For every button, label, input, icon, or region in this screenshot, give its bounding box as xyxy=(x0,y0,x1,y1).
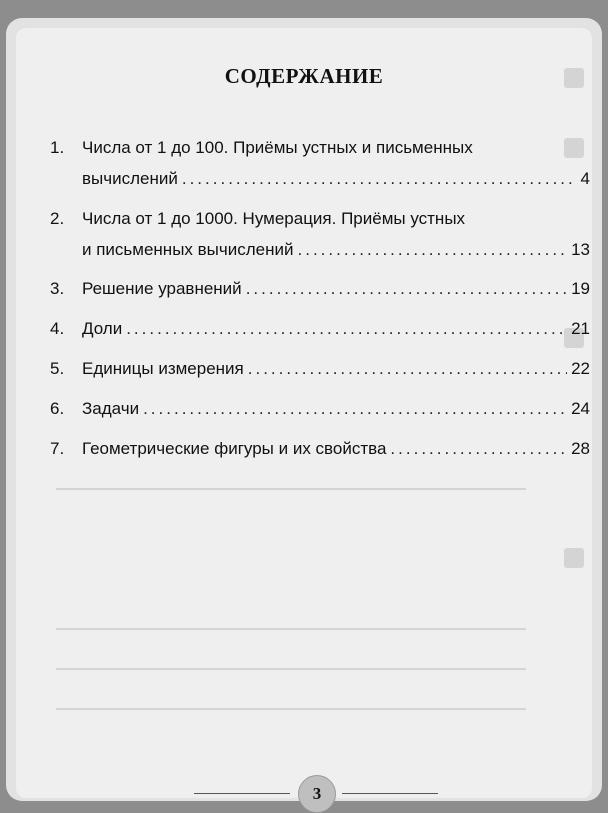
toc-number: 4. xyxy=(50,319,65,338)
toc-number: 2. xyxy=(50,209,65,228)
toc-title-line: и письменных вычислений xyxy=(82,240,294,259)
toc-title-line: Числа от 1 до 1000. Нумерация. Приёмы устных xyxy=(82,209,466,228)
dot-leader xyxy=(248,353,567,384)
dot-leader xyxy=(126,313,567,344)
dot-leader xyxy=(182,163,577,194)
toc-page-number: 4 xyxy=(580,169,590,188)
show-through-line xyxy=(56,708,526,710)
toc-number: 1. xyxy=(50,138,65,157)
dot-leader xyxy=(143,393,567,424)
toc-entry[interactable] xyxy=(50,203,590,265)
toc-title-line: Числа от 1 до 100. Приёмы устных и письменных xyxy=(82,138,473,157)
toc-title-line: Геометрические фигуры и их свойства xyxy=(82,439,387,458)
toc-page-number: 28 xyxy=(571,439,590,458)
toc-number: 3. xyxy=(50,279,65,298)
toc-title-line: вычислений xyxy=(82,169,178,188)
toc-entry[interactable] xyxy=(50,273,590,304)
toc-number: 5. xyxy=(50,359,65,378)
table-of-contents xyxy=(50,132,590,464)
toc-page-number: 24 xyxy=(571,399,590,418)
show-through-line xyxy=(56,488,526,490)
toc-page-number: 19 xyxy=(571,279,590,298)
toc-page-number: 22 xyxy=(571,359,590,378)
show-through-marker xyxy=(564,548,584,568)
toc-title-line: Решение уравнений xyxy=(82,279,242,298)
toc-number: 6. xyxy=(50,399,65,418)
page-footer xyxy=(16,773,592,813)
dot-leader xyxy=(390,433,567,464)
toc-title-line: Доли xyxy=(82,319,123,338)
toc-page-number: 13 xyxy=(571,240,590,259)
toc-title-line: Задачи xyxy=(82,399,140,418)
toc-entry[interactable] xyxy=(50,132,590,194)
dot-leader xyxy=(246,273,567,304)
contents-sheet xyxy=(16,28,592,803)
page xyxy=(6,18,602,801)
show-through-line xyxy=(56,668,526,670)
show-through-line xyxy=(56,628,526,630)
toc-entry[interactable] xyxy=(50,353,590,384)
page-number-badge: 3 xyxy=(298,775,336,813)
toc-title-line: Единицы измерения xyxy=(82,359,244,378)
page-title: СОДЕРЖАНИЕ xyxy=(224,64,384,88)
footer-rule-right xyxy=(342,793,438,794)
footer-rule-left xyxy=(194,793,290,794)
toc-entry[interactable] xyxy=(50,433,590,464)
toc-number: 7. xyxy=(50,439,65,458)
toc-entry[interactable] xyxy=(50,313,590,344)
toc-entry[interactable] xyxy=(50,393,590,424)
toc-page-number: 21 xyxy=(571,319,590,338)
dot-leader xyxy=(298,234,568,265)
